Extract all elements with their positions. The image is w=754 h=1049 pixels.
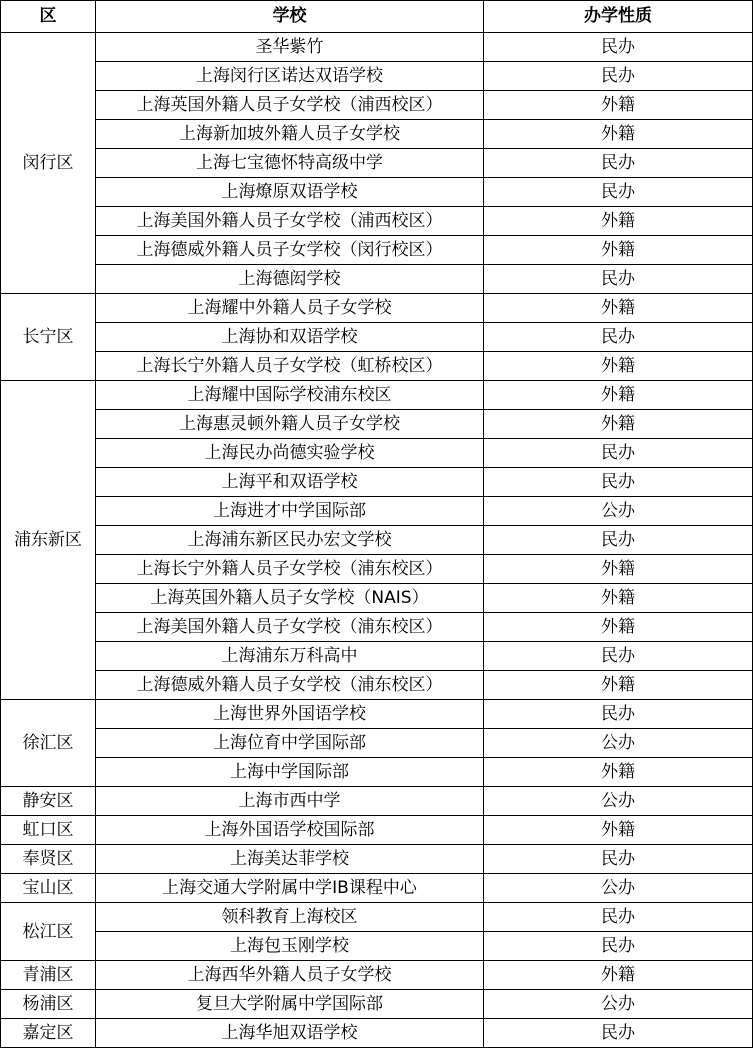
school-cell: 上海平和双语学校 — [96, 468, 484, 497]
table-row — [1, 352, 753, 381]
school-cell: 上海美国外籍人员子女学校（浦西校区） — [96, 207, 484, 236]
header-school: 学校 — [96, 1, 484, 33]
table-row — [1, 845, 753, 874]
school-cell: 上海西华外籍人员子女学校 — [96, 961, 484, 990]
school-cell: 上海外国语学校国际部 — [96, 816, 484, 845]
table-row — [1, 671, 753, 700]
table-row — [1, 497, 753, 526]
district-cell: 松江区 — [1, 903, 96, 961]
type-cell: 公办 — [484, 729, 753, 758]
school-cell: 上海浦东新区民办宏文学校 — [96, 526, 484, 555]
table-row — [1, 120, 753, 149]
school-cell: 上海交通大学附属中学IB课程中心 — [96, 874, 484, 903]
table-row — [1, 874, 753, 903]
school-cell: 上海世界外国语学校 — [96, 700, 484, 729]
table-row — [1, 91, 753, 120]
type-cell: 外籍 — [484, 758, 753, 787]
school-cell: 上海耀中国际学校浦东校区 — [96, 381, 484, 410]
district-cell: 杨浦区 — [1, 990, 96, 1019]
type-cell: 民办 — [484, 526, 753, 555]
district-cell: 青浦区 — [1, 961, 96, 990]
type-cell: 民办 — [484, 323, 753, 352]
table-row — [1, 33, 753, 62]
school-cell: 上海新加坡外籍人员子女学校 — [96, 120, 484, 149]
table-row — [1, 816, 753, 845]
school-cell: 上海长宁外籍人员子女学校（虹桥校区） — [96, 352, 484, 381]
table-row — [1, 903, 753, 932]
type-cell: 公办 — [484, 497, 753, 526]
school-cell: 上海英国外籍人员子女学校（浦西校区） — [96, 91, 484, 120]
table-row — [1, 613, 753, 642]
type-cell: 外籍 — [484, 613, 753, 642]
type-cell: 外籍 — [484, 410, 753, 439]
type-cell: 外籍 — [484, 555, 753, 584]
school-cell: 上海惠灵顿外籍人员子女学校 — [96, 410, 484, 439]
type-cell: 外籍 — [484, 207, 753, 236]
table-row — [1, 236, 753, 265]
type-cell: 外籍 — [484, 671, 753, 700]
type-cell: 外籍 — [484, 584, 753, 613]
type-cell: 民办 — [484, 62, 753, 91]
header-type: 办学性质 — [484, 1, 753, 33]
school-cell: 上海华旭双语学校 — [96, 1019, 484, 1048]
table-row — [1, 1019, 753, 1048]
district-cell: 静安区 — [1, 787, 96, 816]
table-row — [1, 62, 753, 91]
school-cell: 复旦大学附属中学国际部 — [96, 990, 484, 1019]
table-row — [1, 149, 753, 178]
table-row — [1, 961, 753, 990]
school-cell: 上海市西中学 — [96, 787, 484, 816]
table-row — [1, 468, 753, 497]
type-cell: 外籍 — [484, 120, 753, 149]
header-district: 区 — [1, 1, 96, 33]
type-cell: 公办 — [484, 990, 753, 1019]
type-cell: 外籍 — [484, 91, 753, 120]
school-cell: 上海闵行区诺达双语学校 — [96, 62, 484, 91]
type-cell: 外籍 — [484, 816, 753, 845]
school-cell: 上海位育中学国际部 — [96, 729, 484, 758]
school-cell: 领科教育上海校区 — [96, 903, 484, 932]
type-cell: 民办 — [484, 265, 753, 294]
type-cell: 外籍 — [484, 961, 753, 990]
district-cell: 长宁区 — [1, 294, 96, 381]
type-cell: 民办 — [484, 642, 753, 671]
type-cell: 公办 — [484, 787, 753, 816]
type-cell: 民办 — [484, 33, 753, 62]
type-cell: 外籍 — [484, 352, 753, 381]
type-cell: 外籍 — [484, 236, 753, 265]
school-cell: 上海美国外籍人员子女学校（浦东校区） — [96, 613, 484, 642]
school-cell: 上海进才中学国际部 — [96, 497, 484, 526]
type-cell: 民办 — [484, 1019, 753, 1048]
table-row — [1, 178, 753, 207]
school-cell: 上海英国外籍人员子女学校（NAIS） — [96, 584, 484, 613]
type-cell: 民办 — [484, 439, 753, 468]
header-row — [1, 1, 753, 33]
table-row — [1, 700, 753, 729]
district-cell: 虹口区 — [1, 816, 96, 845]
school-cell: 上海协和双语学校 — [96, 323, 484, 352]
table-row — [1, 439, 753, 468]
table-row — [1, 294, 753, 323]
table-row — [1, 729, 753, 758]
table-row — [1, 381, 753, 410]
type-cell: 民办 — [484, 700, 753, 729]
table-row — [1, 265, 753, 294]
school-cell: 上海中学国际部 — [96, 758, 484, 787]
table-row — [1, 642, 753, 671]
table-row — [1, 410, 753, 439]
type-cell: 民办 — [484, 149, 753, 178]
school-cell: 上海浦东万科高中 — [96, 642, 484, 671]
table-row — [1, 207, 753, 236]
school-cell: 上海长宁外籍人员子女学校（浦东校区） — [96, 555, 484, 584]
school-cell: 圣华紫竹 — [96, 33, 484, 62]
type-cell: 民办 — [484, 845, 753, 874]
school-cell: 上海燎原双语学校 — [96, 178, 484, 207]
school-cell: 上海包玉刚学校 — [96, 932, 484, 961]
school-cell: 上海民办尚德实验学校 — [96, 439, 484, 468]
table-body — [1, 33, 753, 1048]
table-row — [1, 787, 753, 816]
type-cell: 外籍 — [484, 381, 753, 410]
school-cell: 上海七宝德怀特高级中学 — [96, 149, 484, 178]
type-cell: 外籍 — [484, 294, 753, 323]
district-cell: 浦东新区 — [1, 381, 96, 700]
district-cell: 闵行区 — [1, 33, 96, 294]
type-cell: 公办 — [484, 874, 753, 903]
type-cell: 民办 — [484, 903, 753, 932]
table-row — [1, 584, 753, 613]
school-cell: 上海德威外籍人员子女学校（闵行校区） — [96, 236, 484, 265]
district-cell: 宝山区 — [1, 874, 96, 903]
table-row — [1, 555, 753, 584]
table-row — [1, 323, 753, 352]
table-row — [1, 990, 753, 1019]
type-cell: 民办 — [484, 932, 753, 961]
school-cell: 上海耀中外籍人员子女学校 — [96, 294, 484, 323]
school-cell: 上海美达菲学校 — [96, 845, 484, 874]
type-cell: 民办 — [484, 178, 753, 207]
table-row — [1, 758, 753, 787]
school-cell: 上海德威外籍人员子女学校（浦东校区） — [96, 671, 484, 700]
district-cell: 嘉定区 — [1, 1019, 96, 1048]
district-cell: 徐汇区 — [1, 700, 96, 787]
type-cell: 民办 — [484, 468, 753, 497]
district-cell: 奉贤区 — [1, 845, 96, 874]
table-row — [1, 526, 753, 555]
school-cell: 上海德闳学校 — [96, 265, 484, 294]
table-row — [1, 932, 753, 961]
